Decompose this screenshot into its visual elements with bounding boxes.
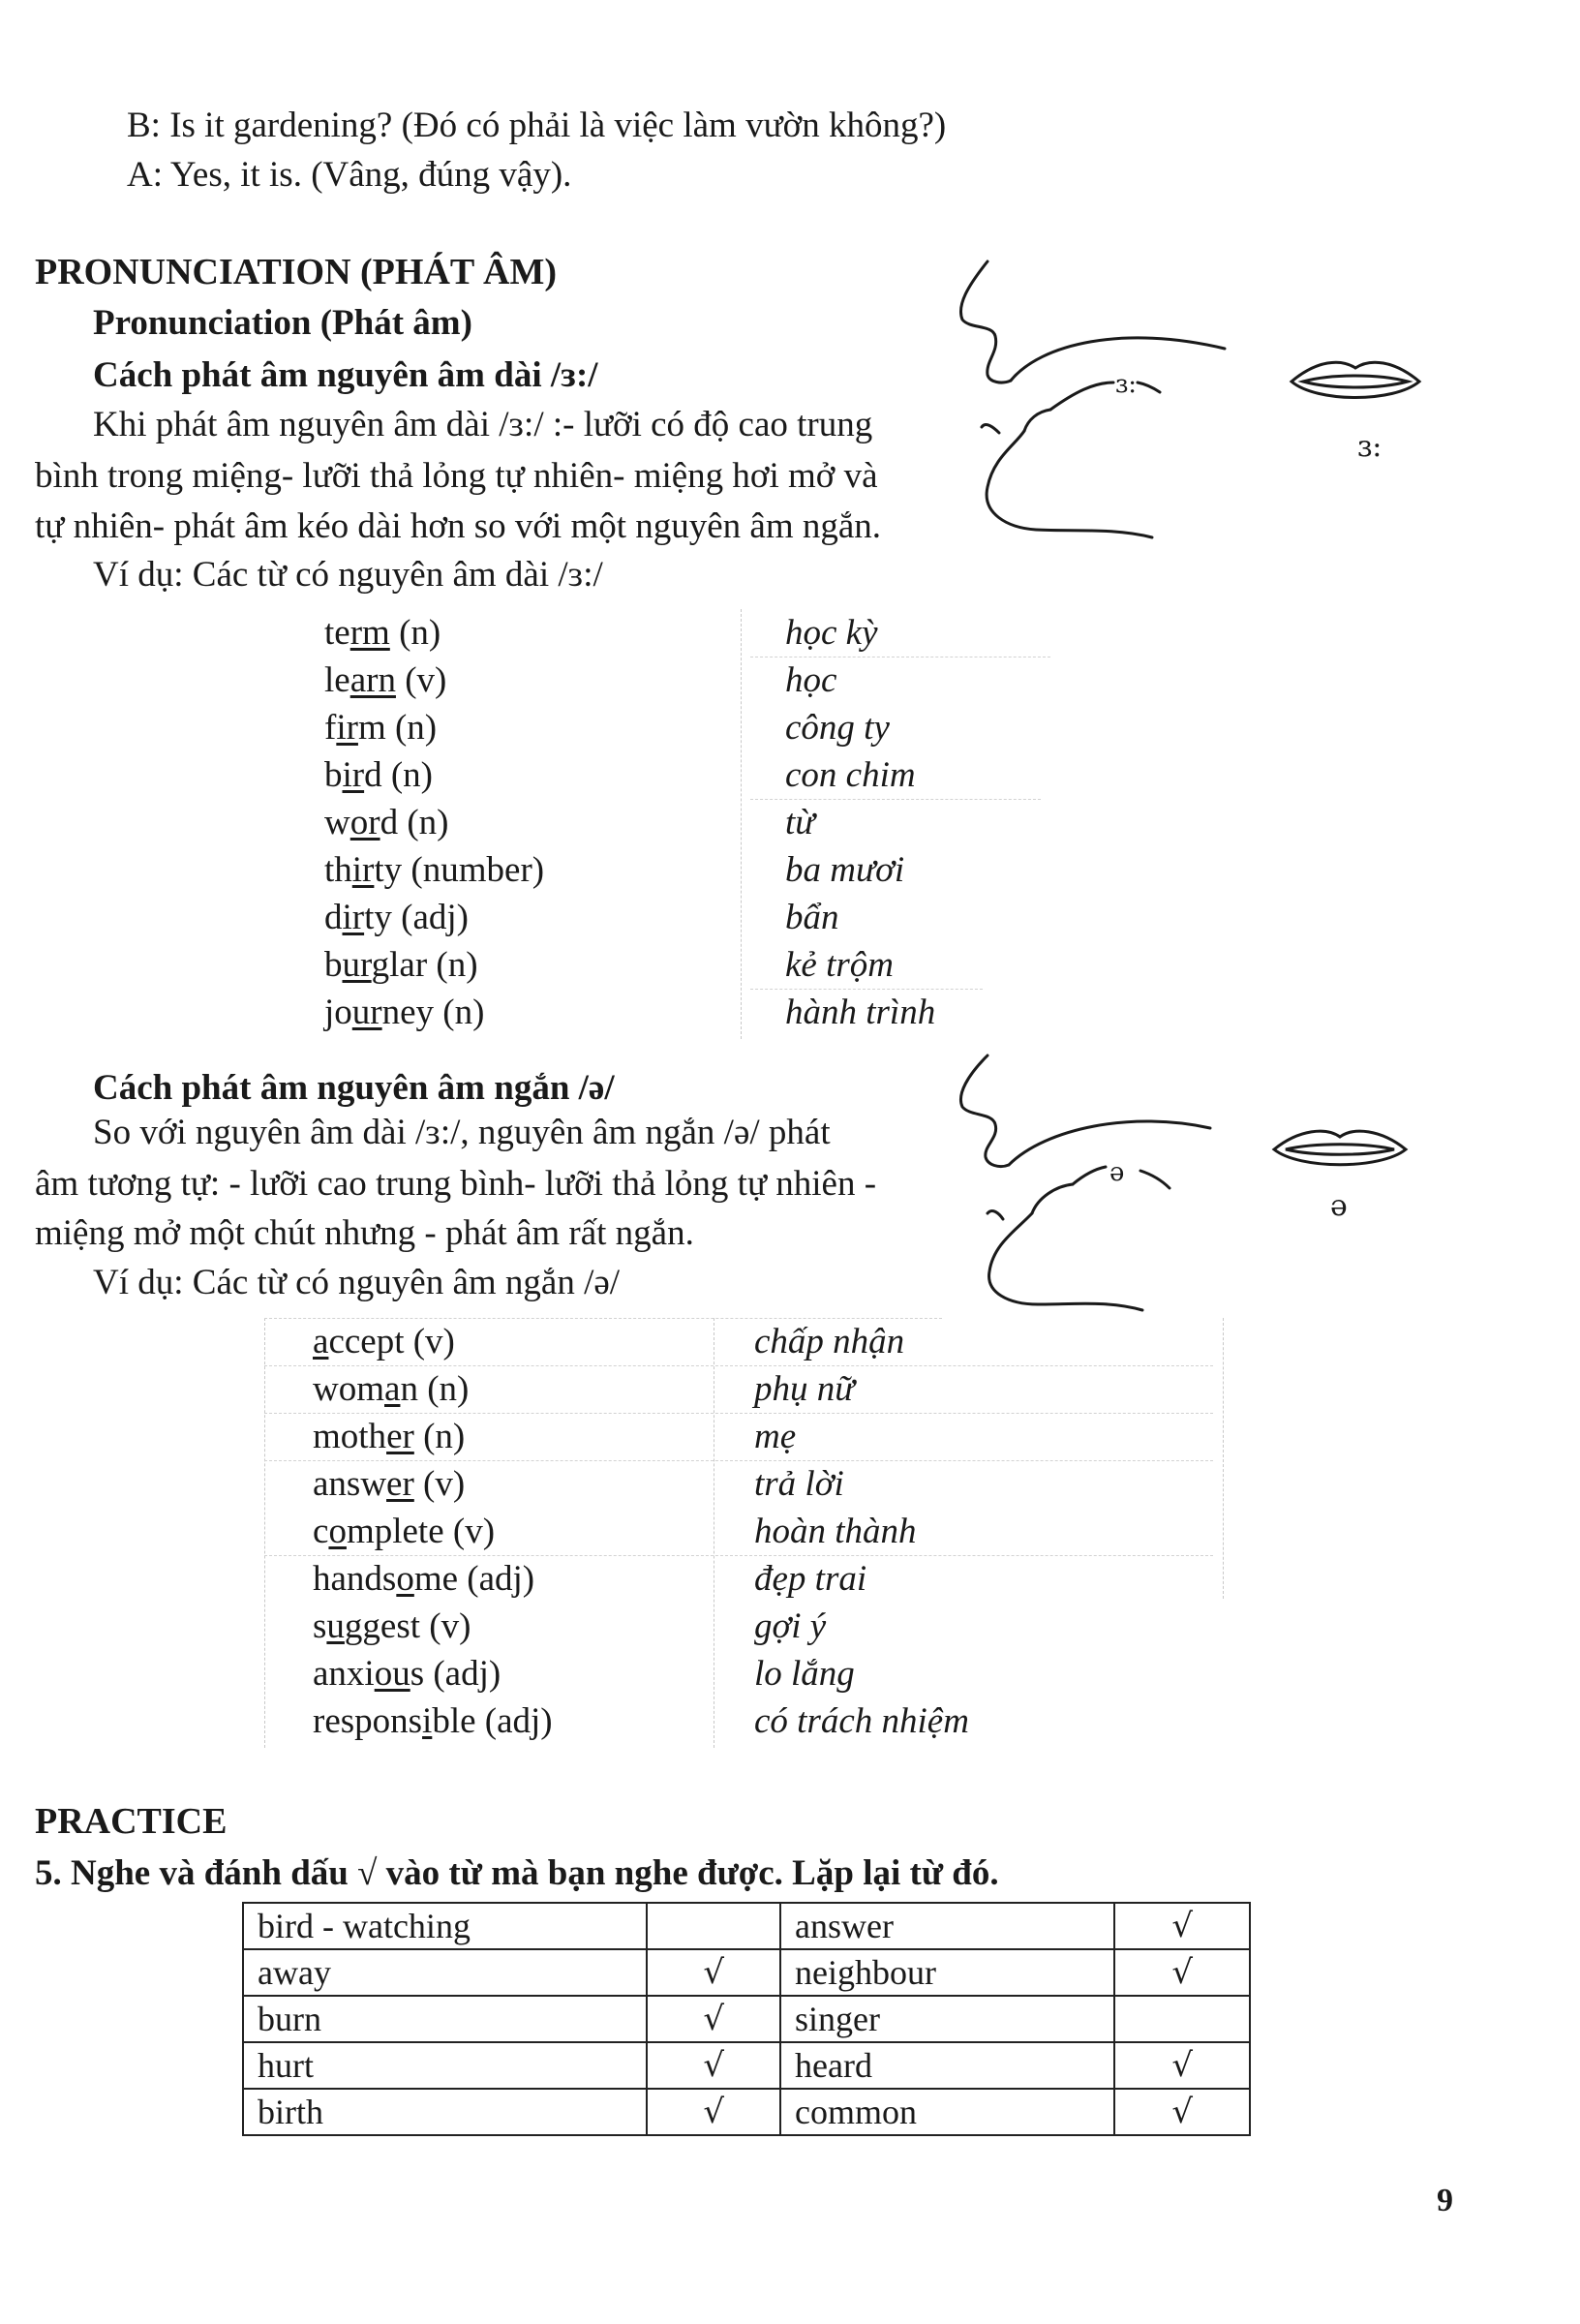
- word-part: m (n): [357, 708, 438, 748]
- word-part: b: [324, 945, 343, 985]
- practice-word: heard: [780, 2042, 1114, 2089]
- word-english: [324, 894, 469, 941]
- word-vowel-underlined: o: [396, 1559, 414, 1599]
- checkmark-cell: √: [647, 2089, 780, 2135]
- checkmark-cell: √: [1114, 2089, 1250, 2135]
- word-vowel-underlined: ir: [342, 755, 365, 795]
- lips-icon-short-vowel: [1270, 1125, 1410, 1174]
- word-meaning: chấp nhận: [754, 1322, 905, 1361]
- word-english: [313, 1365, 469, 1413]
- word-english: [324, 799, 448, 846]
- word-part: d: [324, 898, 343, 937]
- lips-label-short-vowel: ə: [1330, 1189, 1348, 1223]
- word-row: [324, 989, 1215, 1036]
- practice-word: birth: [243, 2089, 647, 2135]
- word-meaning: lo lắng: [754, 1654, 855, 1694]
- word-part: (v): [395, 660, 447, 700]
- word-row: [313, 1460, 1223, 1508]
- word-english: [324, 941, 478, 989]
- word-english: [324, 989, 484, 1036]
- word-row: [324, 941, 1215, 989]
- word-part: w: [324, 803, 350, 842]
- word-part: f: [324, 708, 337, 748]
- dialogue-line-a: A: Yes, it is. (Vâng, đúng vậy).: [127, 155, 572, 195]
- practice-checklist-table: [242, 1902, 1251, 2136]
- word-english: [324, 704, 437, 751]
- practice-word: hurt: [243, 2042, 647, 2089]
- checkmark-cell: [647, 1903, 780, 1949]
- word-part: glar (n): [371, 945, 478, 985]
- word-english: [313, 1650, 501, 1697]
- short-vowel-description: âm tương tự: - lưỡi cao trung bình- lưỡi thả lỏng tự nhiên -: [35, 1164, 877, 1204]
- word-english: [313, 1413, 465, 1460]
- long-vowel-description: Khi phát âm nguyên âm dài /ɜ:/ :- lưỡi có độ cao trung: [93, 405, 873, 444]
- word-meaning: công ty: [785, 708, 890, 748]
- word-meaning: có trách nhiệm: [754, 1701, 969, 1741]
- word-row: [324, 657, 1215, 704]
- word-meaning: học kỳ: [785, 613, 878, 653]
- word-meaning: phụ nữ: [754, 1369, 855, 1409]
- word-vowel-underlined: a: [384, 1369, 401, 1409]
- word-part: me (adj): [413, 1559, 535, 1599]
- lips-label-long-vowel: ɜ:: [1357, 430, 1382, 464]
- word-vowel-underlined: rm: [349, 613, 390, 653]
- checkmark-cell: √: [1114, 2042, 1250, 2089]
- word-vowel-underlined: er: [386, 1464, 414, 1504]
- word-part: le: [324, 660, 350, 700]
- word-row: [324, 609, 1215, 657]
- word-part: jo: [324, 993, 352, 1032]
- checkmark-cell: √: [647, 1996, 780, 2042]
- word-meaning: gợi ý: [754, 1606, 827, 1646]
- word-vowel-underlined: o: [328, 1512, 347, 1551]
- word-part: ble (adj): [432, 1701, 553, 1741]
- practice-row: [243, 1996, 1250, 2042]
- word-meaning: kẻ trộm: [785, 945, 894, 985]
- word-english: [324, 846, 544, 894]
- word-english: [313, 1508, 495, 1555]
- page-number: 9: [1437, 2183, 1453, 2218]
- checkmark-cell: √: [1114, 1903, 1250, 1949]
- word-meaning: từ: [785, 803, 815, 842]
- word-english: [313, 1555, 534, 1603]
- long-vowel-word-list: [324, 609, 1215, 1039]
- long-vowel-description: tự nhiên- phát âm kéo dài hơn so với một nguyên âm ngắn.: [35, 506, 882, 546]
- practice-heading: PRACTICE: [35, 1801, 228, 1842]
- short-vowel-word-list: [313, 1318, 1223, 1748]
- word-row: [313, 1697, 1223, 1745]
- checkmark-cell: √: [1114, 1949, 1250, 1996]
- practice-row: [243, 1949, 1250, 1996]
- word-english: [324, 609, 441, 657]
- word-row: [324, 799, 1215, 846]
- word-part: s: [313, 1606, 327, 1646]
- word-row: [313, 1365, 1223, 1413]
- word-row: [324, 846, 1215, 894]
- lips-icon-long-vowel: [1288, 356, 1423, 407]
- word-vowel-underlined: ur: [351, 993, 382, 1032]
- word-english: [313, 1603, 471, 1650]
- practice-word: singer: [780, 1996, 1114, 2042]
- word-part: (n): [413, 1417, 466, 1456]
- mouth-diagram-long-vowel: [949, 247, 1239, 557]
- word-part: ty (adj): [364, 898, 469, 937]
- word-part: d (n): [364, 755, 434, 795]
- word-part: hands: [313, 1559, 397, 1599]
- word-part: respons: [313, 1701, 423, 1741]
- word-vowel-underlined: arn: [349, 660, 396, 700]
- word-part: (n): [389, 613, 441, 653]
- word-row: [313, 1413, 1223, 1460]
- checkmark-cell: [1114, 1996, 1250, 2042]
- practice-row: [243, 1903, 1250, 1949]
- pronunciation-subheading: Pronunciation (Phát âm): [93, 303, 472, 343]
- word-part: b: [324, 755, 343, 795]
- word-part: (v): [413, 1464, 466, 1504]
- word-row: [313, 1555, 1223, 1603]
- word-part: moth: [313, 1417, 387, 1456]
- word-vowel-underlined: ir: [336, 708, 358, 748]
- word-meaning: ba mươi: [785, 850, 905, 890]
- practice-word: common: [780, 2089, 1114, 2135]
- word-meaning: bẩn: [785, 898, 839, 937]
- long-vowel-title: Cách phát âm nguyên âm dài /ɜ:/: [93, 355, 598, 395]
- practice-word: burn: [243, 1996, 647, 2042]
- word-part: anxi: [313, 1654, 375, 1694]
- word-meaning: học: [785, 660, 837, 700]
- word-english: [313, 1318, 455, 1365]
- checkmark-cell: √: [647, 2042, 780, 2089]
- practice-word: neighbour: [780, 1949, 1114, 1996]
- long-vowel-diagram-symbol: ɜ:: [1115, 370, 1137, 399]
- practice-row: [243, 2089, 1250, 2135]
- word-part: mplete (v): [346, 1512, 496, 1551]
- word-row: [313, 1508, 1223, 1555]
- word-meaning: trả lời: [754, 1464, 844, 1504]
- word-row: [313, 1603, 1223, 1650]
- mouth-diagram-short-vowel: [949, 1051, 1239, 1322]
- word-part: n (n): [400, 1369, 470, 1409]
- word-vowel-underlined: ur: [342, 945, 372, 985]
- word-part: s (adj): [410, 1654, 501, 1694]
- pronunciation-heading: PRONUNCIATION (PHÁT ÂM): [35, 252, 558, 292]
- word-part: answ: [313, 1464, 387, 1504]
- word-row: [324, 751, 1215, 799]
- word-row: [324, 704, 1215, 751]
- word-meaning: hoàn thành: [754, 1512, 917, 1551]
- word-vowel-underlined: or: [349, 803, 380, 842]
- word-part: ggest (v): [344, 1606, 471, 1646]
- practice-word: answer: [780, 1903, 1114, 1949]
- dialogue-line-b: B: Is it gardening? (Đó có phải là việc làm vườn không?): [127, 106, 947, 145]
- word-english: [324, 751, 433, 799]
- practice-instruction: 5. Nghe và đánh dấu √ vào từ mà bạn nghe được. Lặp lại từ đó.: [35, 1853, 999, 1893]
- long-vowel-example-intro: Ví dụ: Các từ có nguyên âm dài /ɜ:/: [93, 555, 603, 595]
- practice-word: bird - watching: [243, 1903, 647, 1949]
- word-vowel-underlined: ir: [342, 898, 365, 937]
- word-english: [324, 657, 446, 704]
- word-part: wom: [313, 1369, 384, 1409]
- word-row: [313, 1318, 1223, 1365]
- word-meaning: con chim: [785, 755, 916, 795]
- word-vowel-underlined: u: [326, 1606, 345, 1646]
- word-vowel-underlined: ou: [374, 1654, 410, 1694]
- word-row: [313, 1650, 1223, 1697]
- word-part: ty (number): [374, 850, 545, 890]
- word-meaning: đẹp trai: [754, 1559, 867, 1599]
- practice-row: [243, 2042, 1250, 2089]
- short-vowel-title: Cách phát âm nguyên âm ngắn /ə/: [93, 1068, 615, 1108]
- word-meaning: mẹ: [754, 1417, 797, 1456]
- word-english: [313, 1697, 553, 1745]
- checkmark-cell: √: [647, 1949, 780, 1996]
- word-vowel-underlined: i: [422, 1701, 433, 1741]
- word-part: d (n): [380, 803, 449, 842]
- practice-word: away: [243, 1949, 647, 1996]
- word-vowel-underlined: er: [386, 1417, 414, 1456]
- word-part: ccept (v): [328, 1322, 455, 1361]
- word-meaning: hành trình: [785, 993, 936, 1032]
- long-vowel-description: bình trong miệng- lưỡi thả lỏng tự nhiên- miệng hơi mở và: [35, 456, 878, 496]
- word-part: th: [324, 850, 352, 890]
- word-part: te: [324, 613, 350, 653]
- word-vowel-underlined: a: [313, 1322, 329, 1361]
- word-part: ney (n): [381, 993, 485, 1032]
- word-english: [313, 1460, 465, 1508]
- word-vowel-underlined: ir: [351, 850, 375, 890]
- short-vowel-description: miệng mở một chút nhưng - phát âm rất ngắn.: [35, 1213, 694, 1253]
- word-part: c: [313, 1512, 329, 1551]
- short-vowel-example-intro: Ví dụ: Các từ có nguyên âm ngắn /ə/: [93, 1263, 621, 1302]
- word-row: [324, 894, 1215, 941]
- short-vowel-diagram-symbol: ə: [1109, 1158, 1125, 1187]
- short-vowel-description: So với nguyên âm dài /ɜ:/, nguyên âm ngắn /ə/ phát: [93, 1113, 831, 1152]
